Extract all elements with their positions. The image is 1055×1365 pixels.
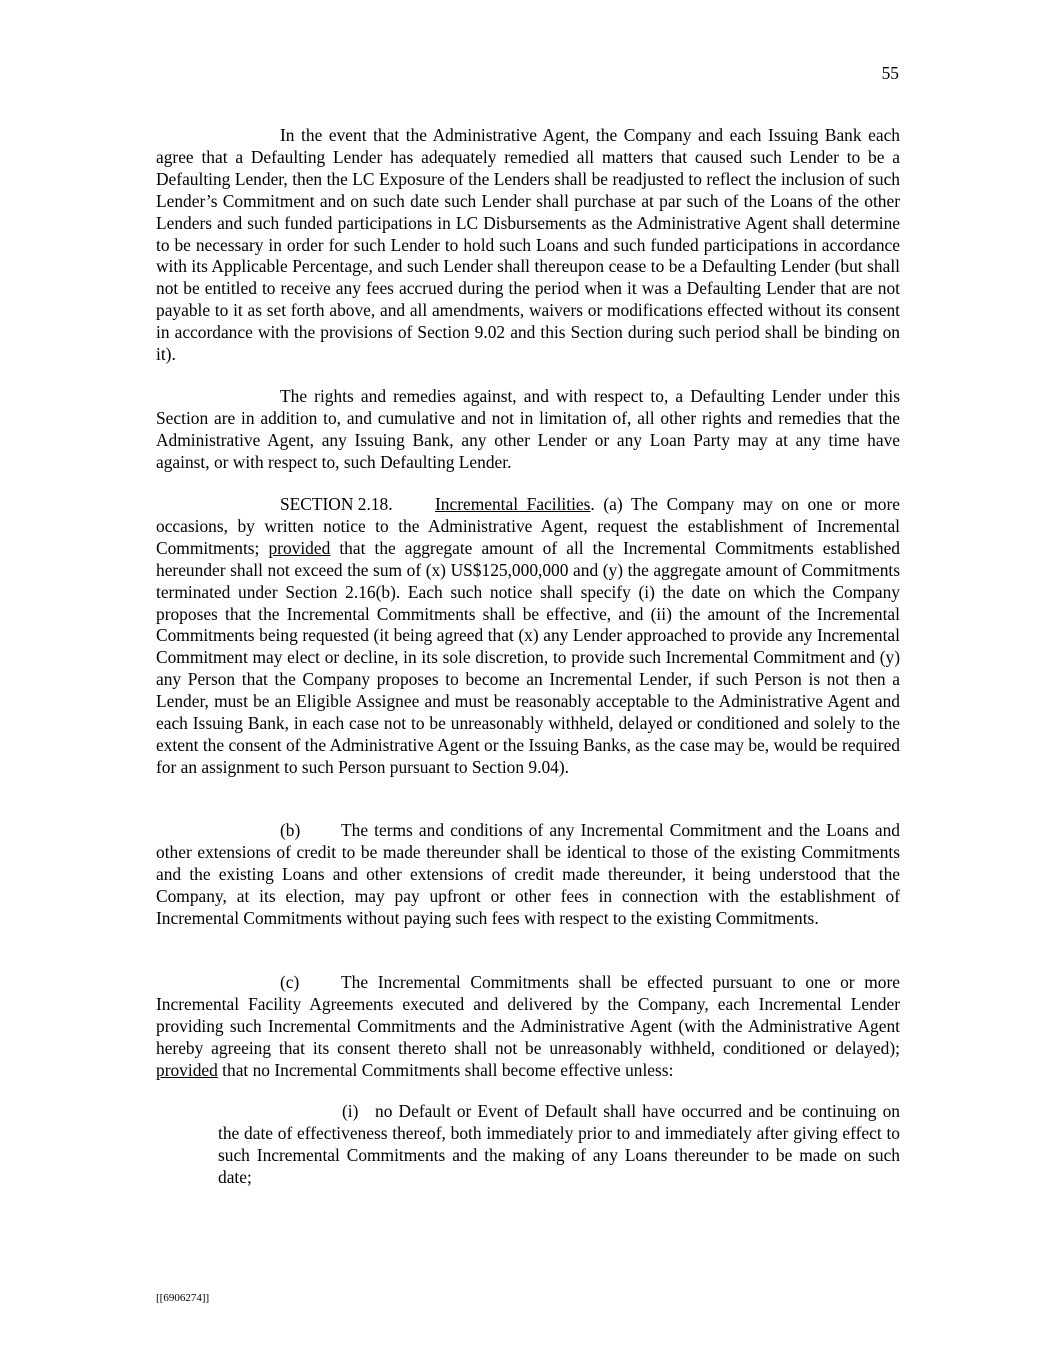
clause-label-c: (c) <box>280 972 300 992</box>
provided-term: provided <box>268 537 331 558</box>
document-id-footer: [[6906274]] <box>156 1292 210 1304</box>
paragraph-c-text-2: that no Incremental Commitments shall become effective unless: <box>217 1059 674 1080</box>
paragraph-i <box>218 1101 900 1189</box>
section-label: SECTION 2.18. <box>280 494 393 514</box>
paragraph-c-text-1: The Incremental Commitments shall be effected pursuant to one or more Incremental Facility Agreements executed and delivered by the Company, each Incremental Lender providing such Incremental Commitments and the Administrative Agent (with the Administrative Agent hereby agreeing that its consent thereto shall not be unreasonably withheld, conditioned or delayed); <box>156 972 900 1058</box>
paragraph-b <box>156 820 900 930</box>
paragraph-i-text: no Default or Event of Default shall have occurred and be continuing on the date of effectiveness thereof, both immediately prior to and immediately after giving effect to such Incremental Commitments and the making of any Loans thereunder to be made on such date; <box>218 1101 900 1187</box>
provided-term: provided <box>156 1059 218 1080</box>
section-text-part-1: . (a) The Company may on one or more occasions, by written notice to the Administrative Agent, request the establishment of Incremental Commitments; <box>156 494 900 558</box>
paragraph-b-text: The terms and conditions of any Incremental Commitment and the Loans and other extensions of credit to be made thereunder shall be identical to those of the existing Commitments and the existing Loans and other extensions of credit made thereunder, it being understood that the Company, at its election, may pay upfront or other fees in connection with the establishment of Incremental Commitments without paying such fees with respect to the existing Commitments. <box>156 820 900 928</box>
clause-label-i: (i) <box>342 1101 359 1121</box>
paragraph-c <box>156 972 900 1082</box>
section-text-part-2: that the aggregate amount of all the Incremental Commitments established hereunder shall not exceed the sum of (x) US$125,000,000 and (y) the aggregate amount of Commitments terminated under Section 2.16(b). Each such notice shall specify (i) the date on which the Company proposes that the Incremental Commitments shall be effective, and (ii) the amount of the Incremental Commitments being requested (it being agreed that (x) any Lender approached to provide any Incremental Commitment may elect or decline, in its sole discretion, to provide such Incremental Commitment and (y) any Person that the Company proposes to become an Incremental Lender, if such Person is not then a Lender, must be an Eligible Assignee and must be reasonably acceptable to the Administrative Agent and each Issuing Bank, in each case not to be unreasonably withheld, delayed or conditioned and solely to the extent the consent of the Administrative Agent or the Issuing Banks, as the case may be, would be required for an assignment to such Person pursuant to Section 9.04). <box>156 537 900 777</box>
page-number: 55 <box>881 63 899 83</box>
section-2-18-paragraph-a <box>156 494 900 779</box>
paragraph-defaulting-lender-remedy: In the event that the Administrative Agent, the Company and each Issuing Bank each agree that a Defaulting Lender has adequately remedied all matters that caused such Lender to be a Defaulting Lender, then the LC Exposure of the Lenders shall be readjusted to reflect the inclusion of such Lender’s Commitment and on such date such Lender shall purchase at par such of the Loans of the other Lenders and such funded participations in LC Disbursements as the Administrative Agent shall determine to be necessary in order for such Lender to hold such Loans and such funded participations in accordance with its Applicable Percentage, and such Lender shall thereupon cease to be a Defaulting Lender (but shall not be entitled to receive any fees accrued during the period when it was a Defaulting Lender that are not payable to it as set forth above, and all amendments, waivers or modifications effected without its consent in accordance with the provisions of Section 9.02 and this Section during such period shall be binding on it). <box>156 125 900 365</box>
section-title: Incremental Facilities <box>435 494 591 514</box>
paragraph-rights-and-remedies: The rights and remedies against, and with respect to, a Defaulting Lender under this Section are in addition to, and cumulative and not in limitation of, all other rights and remedies that the Administrative Agent, any Issuing Bank, any other Lender or any Loan Party may at any time have against, or with respect to, such Defaulting Lender. <box>156 386 900 472</box>
clause-label-b: (b) <box>280 820 301 840</box>
